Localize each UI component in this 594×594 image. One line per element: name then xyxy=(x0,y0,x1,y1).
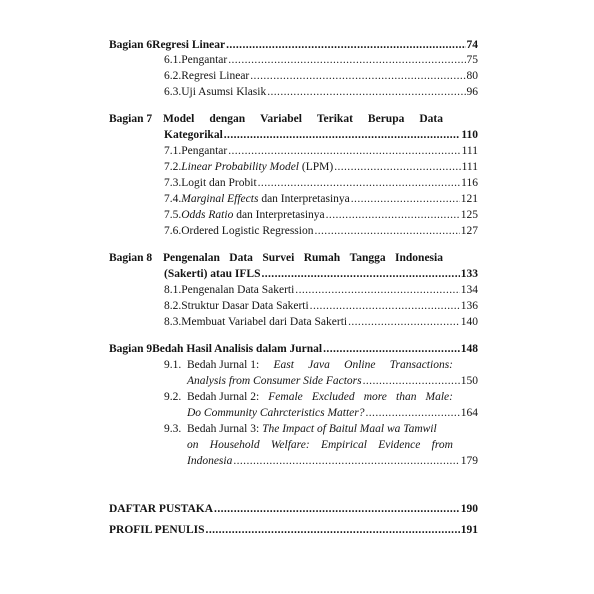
page-number: 140 xyxy=(460,316,478,328)
toc-entry-8-1 xyxy=(164,283,478,297)
entry-title: Pengenalan Data Sakerti xyxy=(181,284,295,296)
toc-entry-7-5 xyxy=(164,208,478,222)
entry-title-rest: dan Interpretasinya xyxy=(233,209,325,221)
leader-dots xyxy=(295,283,459,297)
toc-entry-8-2 xyxy=(164,299,478,313)
chapter-label: Bagian 6 xyxy=(109,39,153,51)
leader-dots xyxy=(261,267,459,281)
toc-entry-9-3-line3 xyxy=(187,454,478,468)
entry-number: 8.2. xyxy=(164,300,182,312)
leader-dots xyxy=(326,208,460,222)
entry-number: 6.2. xyxy=(164,70,182,82)
leader-dots xyxy=(310,299,460,313)
title-word: than xyxy=(396,391,417,403)
section-title: DAFTAR PUSTAKA xyxy=(109,503,214,515)
toc-entry-9-1-line1 xyxy=(164,358,453,372)
title-word: dengan xyxy=(209,113,246,125)
leader-dots xyxy=(228,53,465,67)
page-number: 75 xyxy=(466,54,478,66)
title-word: Welfare: xyxy=(270,439,310,451)
toc-entry-9-3-line2 xyxy=(187,438,453,452)
chapter-title-line2: (Sakerti) atau IFLS xyxy=(164,268,261,280)
entry-title-plain: Bedah Jurnal 3: xyxy=(187,423,260,435)
leader-dots xyxy=(206,523,460,537)
entry-number: 8.1. xyxy=(164,284,182,296)
toc-entry-7-6 xyxy=(164,224,478,238)
entry-title: Regresi Linear xyxy=(181,70,250,82)
page-number: 190 xyxy=(460,503,478,515)
toc-chapter-9 xyxy=(109,342,478,356)
page-number: 133 xyxy=(460,268,478,280)
title-word: Pengenalan xyxy=(163,252,220,264)
entry-title: Pengantar xyxy=(181,54,228,66)
entry-title-line1 xyxy=(187,422,437,436)
page-number: 125 xyxy=(460,209,478,221)
leader-dots xyxy=(224,128,461,142)
entry-title-rest: dan Interpretasinya xyxy=(258,193,350,205)
entry-title-italic: Odds Ratio xyxy=(181,209,234,221)
title-word: Household xyxy=(209,439,260,451)
title-word: Tangga xyxy=(349,252,386,264)
leader-dots xyxy=(267,85,465,99)
page-number: 74 xyxy=(466,39,478,51)
page-number: 116 xyxy=(461,177,478,189)
entry-title: Struktur Dasar Data Sakerti xyxy=(181,300,309,312)
title-word: Terikat xyxy=(316,113,353,125)
entry-title-line2: Analysis from Consumer Side Factors xyxy=(187,375,362,387)
toc-entry-6-2 xyxy=(164,69,478,83)
toc-entry-7-2 xyxy=(164,160,478,174)
chapter-label: Bagian 9 xyxy=(109,343,153,355)
toc-entry-9-2-line1 xyxy=(164,390,453,404)
toc-entry-9-2-line2 xyxy=(187,406,478,420)
entry-title-line1 xyxy=(187,358,453,372)
entry-title: Logit dan Probit xyxy=(181,177,257,189)
page-number: 164 xyxy=(460,407,478,419)
toc-entry-6-3 xyxy=(164,85,478,99)
leader-dots xyxy=(250,69,465,83)
entry-number: 7.6. xyxy=(164,225,182,237)
entry-title-italic: Marginal Effects xyxy=(181,193,259,205)
entry-title-plain: Bedah Jurnal 1: xyxy=(187,359,260,371)
entry-number: 9.3. xyxy=(164,423,182,435)
toc-entry-7-1 xyxy=(164,144,478,158)
chapter-label: Bagian 8 xyxy=(109,252,153,264)
entry-title-rest: (LPM) xyxy=(299,161,334,173)
toc-chapter-7-line2 xyxy=(164,128,478,142)
entry-title: Membuat Variabel dari Data Sakerti xyxy=(181,316,348,328)
title-word: on xyxy=(187,439,199,451)
title-word: more xyxy=(363,391,387,403)
entry-number: 7.3. xyxy=(164,177,182,189)
title-word: from xyxy=(431,439,453,451)
toc-entry-6-1 xyxy=(164,53,478,67)
chapter-title-line2: Kategorikal xyxy=(164,129,223,141)
page-number: 110 xyxy=(461,129,478,141)
title-word: Evidence xyxy=(378,439,421,451)
entry-title xyxy=(181,208,324,222)
title-word: Berupa xyxy=(367,113,405,125)
leader-dots xyxy=(226,38,465,52)
entry-number: 9.2. xyxy=(164,391,182,403)
leader-dots xyxy=(258,176,461,190)
page-number: 136 xyxy=(460,300,478,312)
title-word: Indonesia xyxy=(395,252,443,264)
page-number: 134 xyxy=(460,284,478,296)
entry-number: 6.1. xyxy=(164,54,182,66)
toc-chapter-8-line1 xyxy=(109,251,478,265)
toc-entry-7-3 xyxy=(164,176,478,190)
title-word: Online xyxy=(344,359,376,371)
entry-title: Ordered Logistic Regression xyxy=(181,225,314,237)
page-number: 191 xyxy=(460,524,478,536)
leader-dots xyxy=(348,315,460,329)
page-number: 121 xyxy=(460,193,478,205)
page-number: 127 xyxy=(460,225,478,237)
entry-title: Uji Asumsi Klasik xyxy=(181,86,267,98)
page-number: 179 xyxy=(460,455,478,467)
chapter-title-line1 xyxy=(163,251,478,265)
leader-dots xyxy=(323,342,460,356)
entry-number: 7.2. xyxy=(164,161,182,173)
title-word: Java xyxy=(308,359,330,371)
toc-daftar-pustaka xyxy=(109,502,478,516)
page-number: 148 xyxy=(460,343,478,355)
entry-number: 6.3. xyxy=(164,86,182,98)
page-number: 96 xyxy=(466,86,478,98)
title-word: Female xyxy=(268,391,303,403)
title-word: Rumah xyxy=(303,252,341,264)
title-word: Survei xyxy=(262,252,295,264)
entry-title-italic: The Impact of Baitul Maal wa Tamwil xyxy=(262,423,437,435)
toc-entry-9-1-line2 xyxy=(187,374,478,388)
title-word: Transactions: xyxy=(389,359,453,371)
entry-number: 7.1. xyxy=(164,145,182,157)
title-word: Model xyxy=(163,113,195,125)
page-number: 150 xyxy=(460,375,478,387)
entry-title: Pengantar xyxy=(181,145,228,157)
page-number: 80 xyxy=(466,70,478,82)
entry-title-line3: Indonesia xyxy=(187,455,233,467)
title-word: Excluded xyxy=(311,391,355,403)
page-number: 111 xyxy=(461,145,478,157)
title-word: Data xyxy=(229,252,253,264)
title-word: Empirical xyxy=(320,439,367,451)
leader-dots xyxy=(228,144,460,158)
leader-dots xyxy=(363,374,460,388)
leader-dots xyxy=(214,502,460,516)
leader-dots xyxy=(233,454,459,468)
chapter-label: Bagian 7 xyxy=(109,113,153,125)
leader-dots xyxy=(334,160,460,174)
title-word: East xyxy=(273,359,294,371)
section-title: PROFIL PENULIS xyxy=(109,524,205,536)
entry-number: 7.4. xyxy=(164,193,182,205)
chapter-title: Regresi Linear xyxy=(152,39,226,51)
toc-chapter-8-line2 xyxy=(164,267,478,281)
toc-chapter-6 xyxy=(109,38,478,52)
entry-title-italic: Linear Probability Model xyxy=(181,161,300,173)
entry-number: 7.5. xyxy=(164,209,182,221)
toc-profil-penulis xyxy=(109,523,478,537)
toc-entry-7-4 xyxy=(164,192,478,206)
entry-title-plain: Bedah Jurnal 2: xyxy=(187,391,260,403)
chapter-title: Bedah Hasil Analisis dalam Jurnal xyxy=(152,343,323,355)
entry-title xyxy=(181,160,333,174)
page-number: 111 xyxy=(461,161,478,173)
entry-number: 9.1. xyxy=(164,359,182,371)
title-word: Variabel xyxy=(260,113,302,125)
chapter-title-line1 xyxy=(163,112,478,126)
title-word: Male: xyxy=(425,391,453,403)
entry-title-line1 xyxy=(187,390,453,404)
entry-title xyxy=(181,192,350,206)
entry-title-line2: Do Community Cahrcteristics Matter? xyxy=(187,407,365,419)
leader-dots xyxy=(366,406,460,420)
leader-dots xyxy=(351,192,460,206)
title-word: Data xyxy=(419,113,443,125)
toc-entry-9-3-line1 xyxy=(164,422,453,436)
toc-chapter-7-line1 xyxy=(109,112,478,126)
toc-entry-8-3 xyxy=(164,315,478,329)
leader-dots xyxy=(314,224,459,238)
entry-number: 8.3. xyxy=(164,316,182,328)
